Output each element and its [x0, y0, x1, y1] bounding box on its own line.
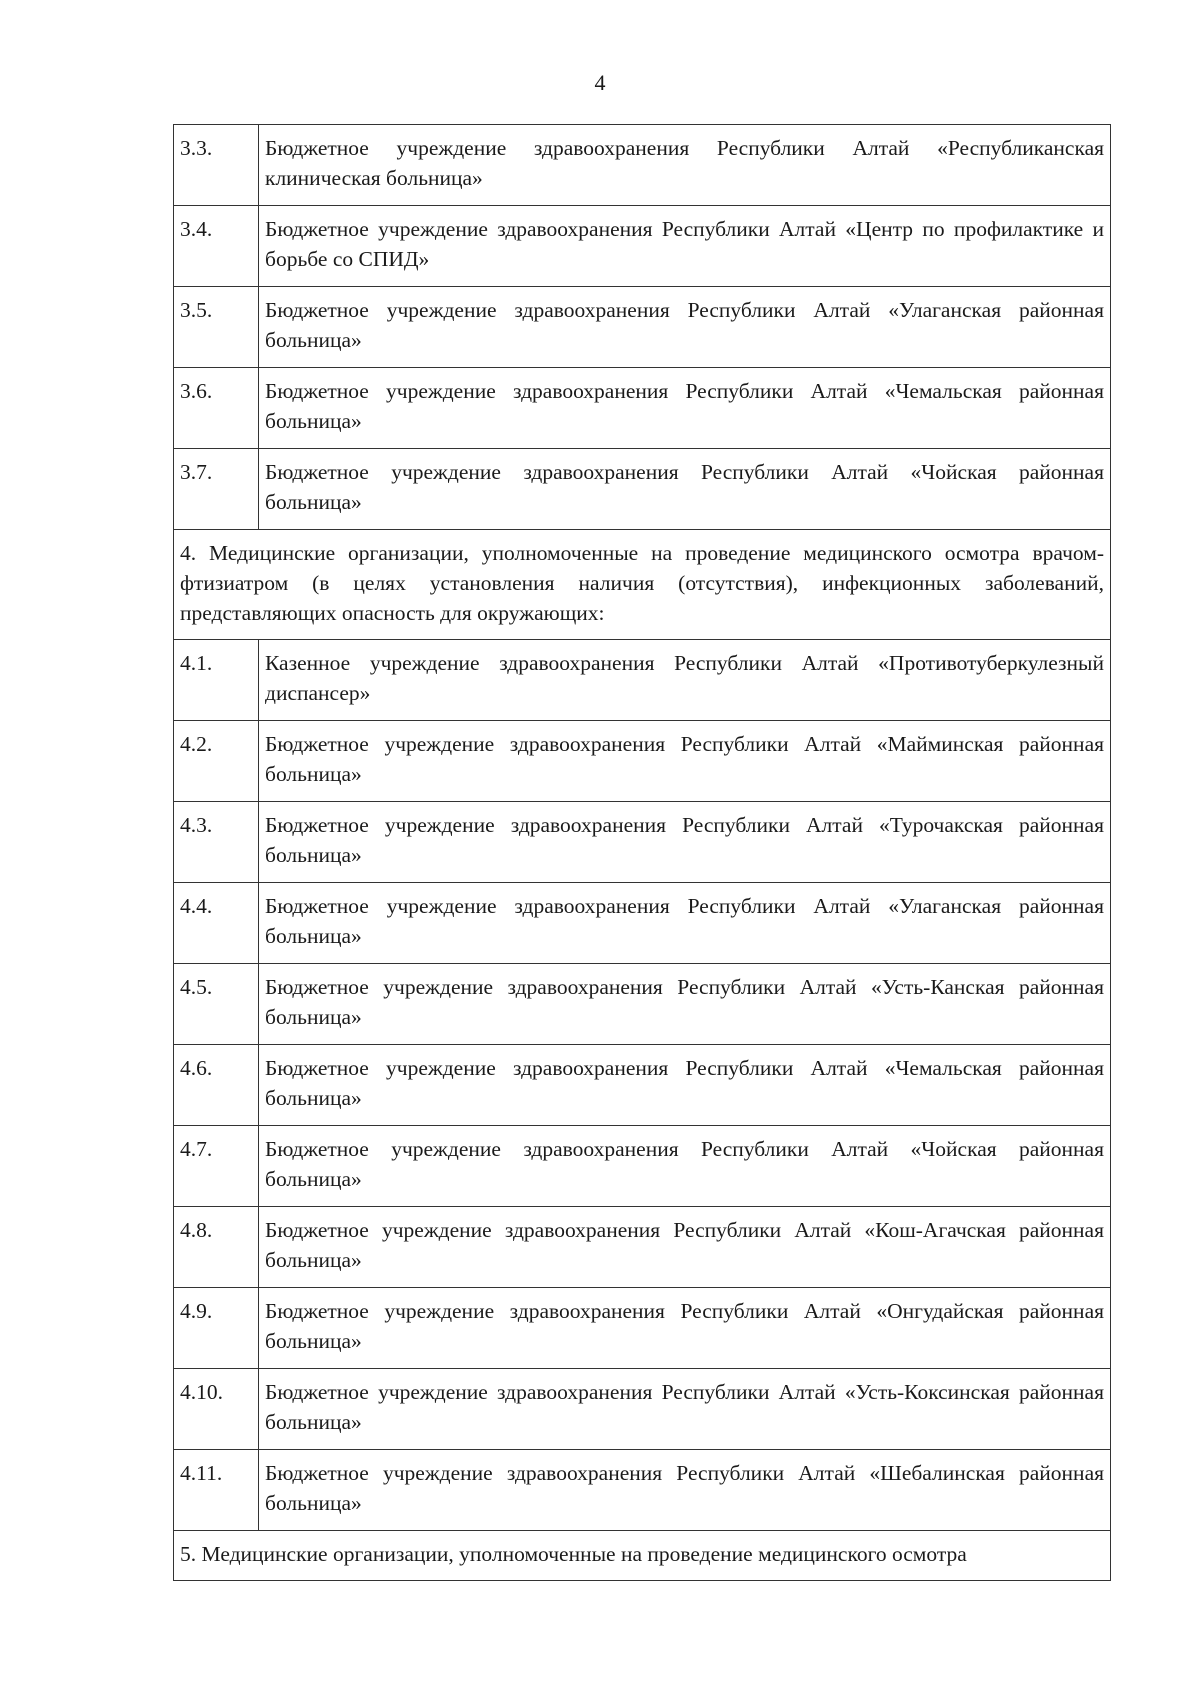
row-number: 4.6.: [174, 1045, 259, 1126]
table-row: [174, 125, 1111, 206]
organization-name: Бюджетное учреждение здравоохранения Республики Алтай «Чойская районная больница»: [259, 1126, 1111, 1207]
table-row: [174, 368, 1111, 449]
row-number: 3.6.: [174, 368, 259, 449]
row-number: 4.1.: [174, 640, 259, 721]
table-row: [174, 449, 1111, 530]
table-row: [174, 1207, 1111, 1288]
row-number: 3.4.: [174, 206, 259, 287]
organization-name: Казенное учреждение здравоохранения Республики Алтай «Противотуберкулезный диспансер»: [259, 640, 1111, 721]
organization-name: Бюджетное учреждение здравоохранения Республики Алтай «Турочакская районная больница»: [259, 802, 1111, 883]
section-header-row: [174, 530, 1111, 640]
table-row: [174, 1369, 1111, 1450]
organization-name: Бюджетное учреждение здравоохранения Республики Алтай «Майминская районная больница»: [259, 721, 1111, 802]
section-heading-5: 5. Медицинские организации, уполномоченные на проведение медицинского осмотра: [174, 1531, 1111, 1581]
organization-name: Бюджетное учреждение здравоохранения Республики Алтай «Усть-Канская районная больница»: [259, 964, 1111, 1045]
table-row: [174, 802, 1111, 883]
organization-name: Бюджетное учреждение здравоохранения Республики Алтай «Кош-Агачская районная больница»: [259, 1207, 1111, 1288]
row-number: 4.9.: [174, 1288, 259, 1369]
organization-name: Бюджетное учреждение здравоохранения Республики Алтай «Центр по профилактике и борьбе со СПИД»: [259, 206, 1111, 287]
table-row: [174, 964, 1111, 1045]
page-number: 4: [594, 70, 606, 95]
row-number: 3.5.: [174, 287, 259, 368]
row-number: 3.3.: [174, 125, 259, 206]
organization-name: Бюджетное учреждение здравоохранения Республики Алтай «Чемальская районная больница»: [259, 368, 1111, 449]
organization-name: Бюджетное учреждение здравоохранения Республики Алтай «Усть-Коксинская районная больница»: [259, 1369, 1111, 1450]
row-number: 4.7.: [174, 1126, 259, 1207]
organizations-table: [173, 124, 1111, 1581]
organization-name: Бюджетное учреждение здравоохранения Республики Алтай «Чемальская районная больница»: [259, 1045, 1111, 1126]
table-row: [174, 1450, 1111, 1531]
row-number: 4.5.: [174, 964, 259, 1045]
organization-name: Бюджетное учреждение здравоохранения Республики Алтай «Онгудайская районная больница»: [259, 1288, 1111, 1369]
organization-name: Бюджетное учреждение здравоохранения Республики Алтай «Улаганская районная больница»: [259, 287, 1111, 368]
row-number: 4.3.: [174, 802, 259, 883]
table-row: [174, 287, 1111, 368]
organization-name: Бюджетное учреждение здравоохранения Республики Алтай «Чойская районная больница»: [259, 449, 1111, 530]
organization-name: Бюджетное учреждение здравоохранения Республики Алтай «Шебалинская районная больница»: [259, 1450, 1111, 1531]
row-number: 3.7.: [174, 449, 259, 530]
table-row: [174, 1045, 1111, 1126]
table-row: [174, 640, 1111, 721]
section-header-row: [174, 1531, 1111, 1581]
table-row: [174, 206, 1111, 287]
row-number: 4.4.: [174, 883, 259, 964]
table-row: [174, 1288, 1111, 1369]
table-row: [174, 721, 1111, 802]
table-body: [174, 125, 1111, 1581]
row-number: 4.2.: [174, 721, 259, 802]
organization-name: Бюджетное учреждение здравоохранения Республики Алтай «Республиканская клиническая больница»: [259, 125, 1111, 206]
table-row: [174, 1126, 1111, 1207]
row-number: 4.10.: [174, 1369, 259, 1450]
row-number: 4.11.: [174, 1450, 259, 1531]
section-heading-4: 4. Медицинские организации, уполномоченные на проведение медицинского осмотра врачом-фтизиатром (в целях установления наличия (отсутствия), инфекционных заболеваний, представляющих опасность для окружающих:: [174, 530, 1111, 640]
table-row: [174, 883, 1111, 964]
row-number: 4.8.: [174, 1207, 259, 1288]
organization-name: Бюджетное учреждение здравоохранения Республики Алтай «Улаганская районная больница»: [259, 883, 1111, 964]
